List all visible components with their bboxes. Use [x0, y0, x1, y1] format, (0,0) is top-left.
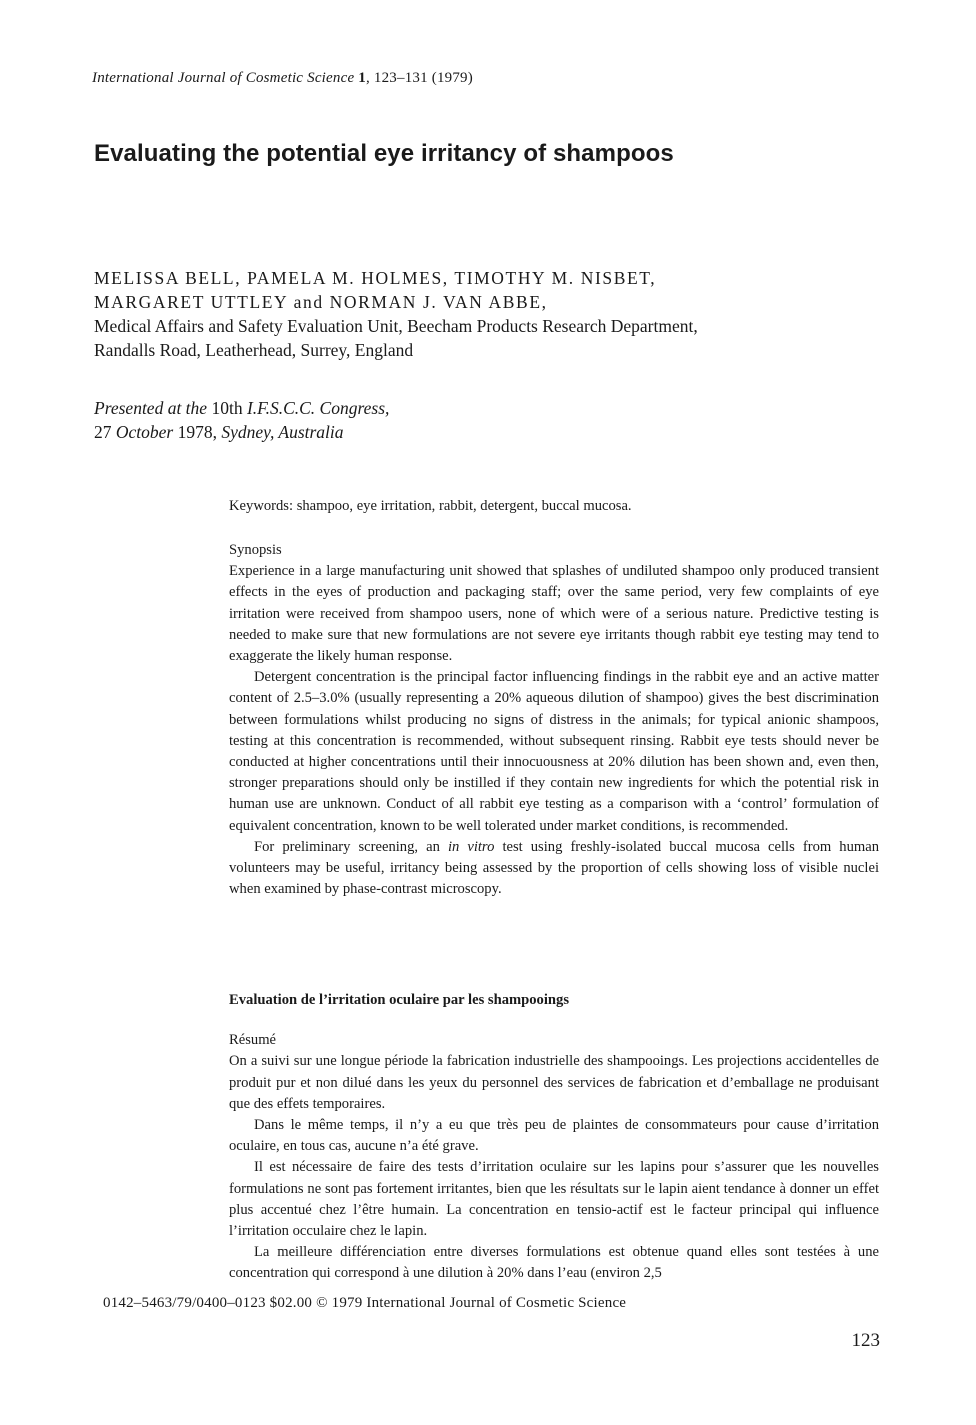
synopsis-section: [229, 540, 879, 900]
presented-day: 27: [94, 422, 112, 442]
page-number: 123: [851, 1330, 880, 1351]
journal-volume: 1: [358, 70, 366, 86]
journal-pages: 123–131: [373, 70, 428, 86]
affiliation-line-2: Randalls Road, Leatherhead, Surrey, England: [94, 340, 414, 360]
synopsis-paragraph-3: For preliminary screening, an in vitro test using freshly-isolated buccal mucosa cells from human volunteers may be useful, irritancy being assessed by the proportion of cells showing loss of visible nuclei when examined by phase-contrast microscopy.: [229, 838, 879, 898]
resume-paragraph-1: On a suivi sur une longue période la fabrication industrielle des shampooings. Les projections accidentelles de produit pur et non dilué dans les yeux du personnel des services de fabrication et d’emballage ne produisant que des effets temporaires.: [229, 1053, 879, 1112]
resume-paragraph-4: La meilleure différenciation entre diverses formulations est obtenue quand elles sont testées à une concentration qui correspond à une dilution à 20% dans l’eau (environ 2,5: [229, 1244, 879, 1282]
resume-paragraph-3: Il est nécessaire de faire des tests d’irritation oculaire sur les lapins pour s’assurer que les nouvelles formulations ne sont pas fortement irritantes, bien que les résultats sur le lapin aient tendance à donner un effet plus accentué chez l’être humain. La concentration en tensio-actif est le facteur principal qui influence l’irritation occulaire chez le lapin.: [229, 1159, 879, 1240]
presented-month: October: [115, 422, 174, 442]
presented-place: Sydney, Australia: [221, 422, 344, 442]
presentation-note: [94, 396, 389, 444]
copyright-footer: 0142–5463/79/0400–0123 $02.00 © 1979 International Journal of Cosmetic Science: [103, 1295, 627, 1311]
keywords-label: Keywords:: [229, 498, 294, 514]
french-summary-section: [229, 990, 879, 1285]
authors-block: [94, 266, 698, 362]
presented-year: 1978,: [177, 422, 217, 442]
keywords: [229, 496, 879, 517]
journal-year: (1979): [431, 70, 473, 86]
synopsis-paragraph-2: Detergent concentration is the principal factor influencing findings in the rabbit eye and an active matter content of 2.5–3.0% (usually representing a 20% aqueous dilution of shampoo) gives the best discrimination between formulations whilst producing no signs of distress in the animals; for typical anionic shampoos, testing at this concentration is recommended, without subsequent rinsing. Rabbit eye tests should never be conducted at higher concentrations until their innocuousness at 20% dilution has been shown and, even then, stronger preparations should only be instilled if they contain new ingredients for which the potential risk in human use are unknown. Conduct of all rabbit eye testing as a comparison with a ‘control’ formulation of equivalent concentration, known to be well tolerated under market conditions, is recommended.: [229, 669, 879, 834]
authors-line-2: MARGARET UTTLEY and NORMAN J. VAN ABBE,: [94, 292, 548, 312]
resume-heading: Résumé: [229, 1032, 277, 1049]
keywords-text: shampoo, eye irritation, rabbit, detergent, buccal mucosa.: [296, 498, 632, 514]
in-vitro-term: in vitro: [447, 838, 495, 855]
presented-prefix: Presented at the: [94, 398, 208, 418]
affiliation-line-1: Medical Affairs and Safety Evaluation Unit, Beecham Products Research Department,: [94, 316, 698, 336]
journal-name: International Journal of Cosmetic Science: [92, 70, 355, 86]
resume-paragraph-2: Dans le même temps, il n’y a eu que très peu de plaintes de consommateurs pour cause d’irritation oculaire, en tous cas, aucune n’a été grave.: [229, 1117, 879, 1155]
journal-citation: International Journal of Cosmetic Science 1, 123–131 (1979): [92, 70, 473, 86]
presented-ordinal: 10th: [211, 398, 243, 418]
authors-line-1: MELISSA BELL, PAMELA M. HOLMES, TIMOTHY M. NISBET,: [94, 268, 657, 288]
synopsis-paragraph-1: Experience in a large manufacturing unit showed that splashes of undiluted shampoo only produced transient effects in the eyes of production and packaging staff; over the same period, very few complaints of eye irritation were received from shampoo users, none of which were of a serious nature. Predictive testing is needed to make sure that new formulations are not severe eye irritants though rabbit eye testing may tend to exaggerate the likely human response.: [229, 563, 879, 665]
synopsis-heading: Synopsis: [229, 542, 282, 558]
french-title: Evaluation de l’irritation oculaire par les shampooings: [229, 992, 570, 1008]
presented-congress: I.F.S.C.C. Congress,: [246, 398, 390, 418]
article-title: Evaluating the potential eye irritancy of shampoos: [94, 140, 674, 167]
